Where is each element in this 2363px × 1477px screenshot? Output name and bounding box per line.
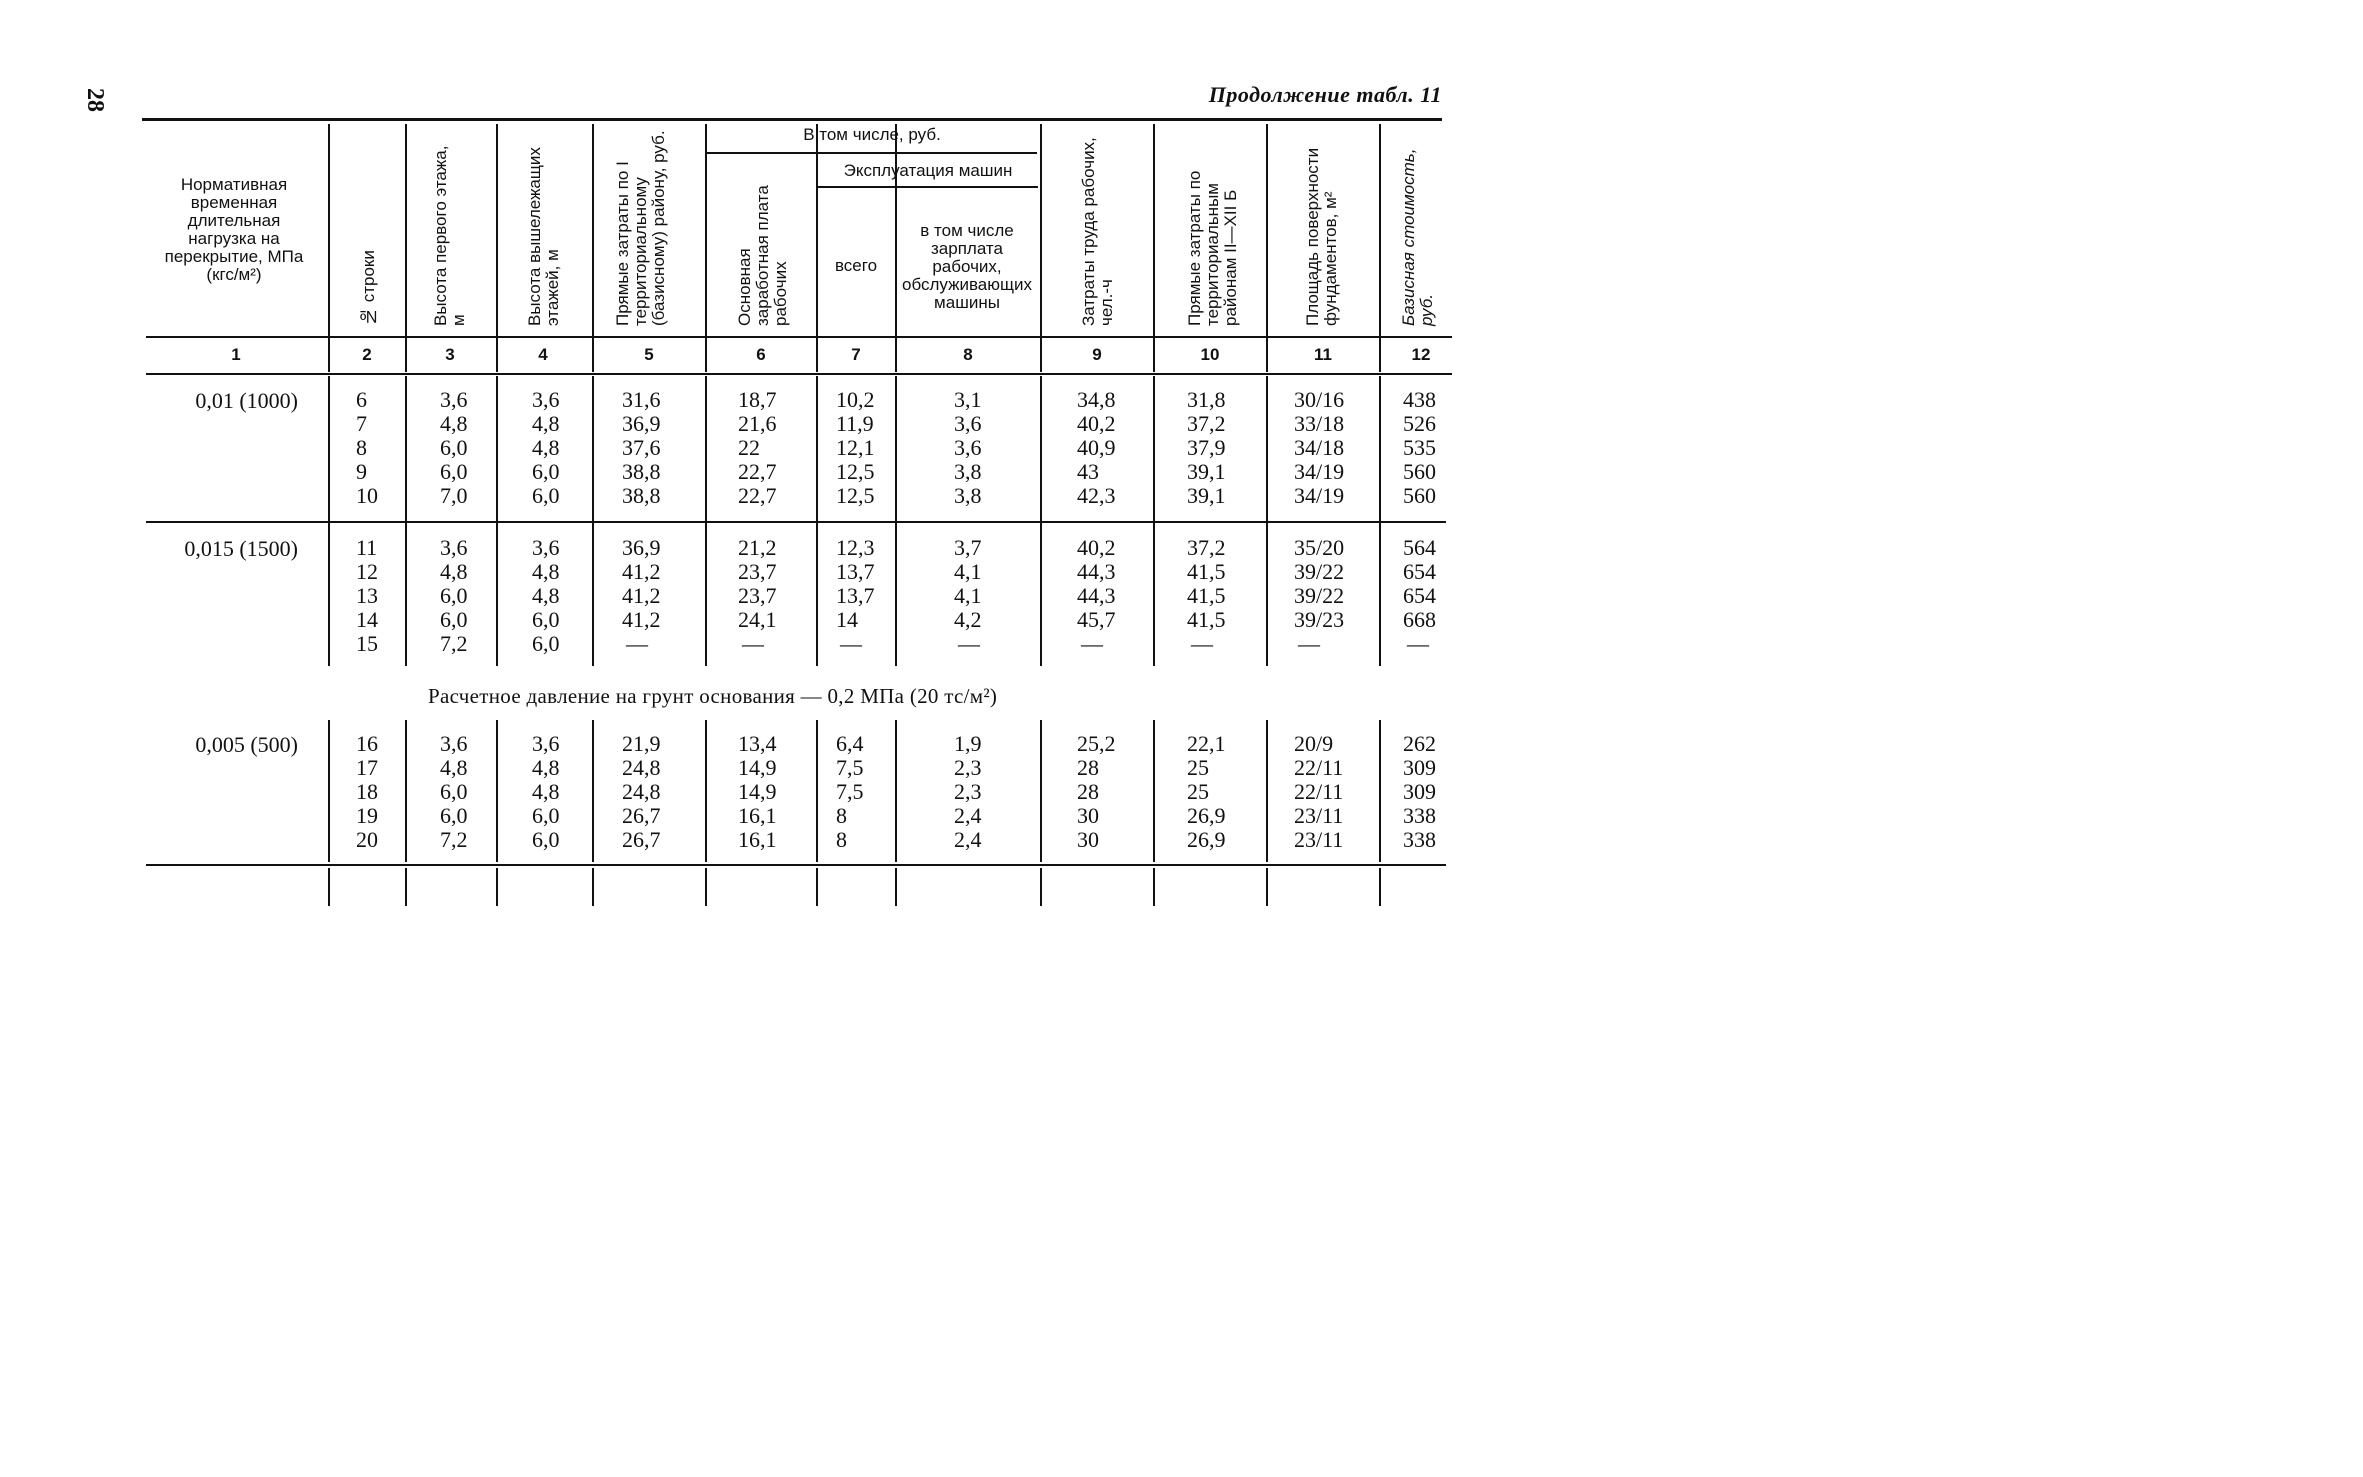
table-cell: 13,4 [738,731,777,756]
table-cell: 30 [1077,803,1099,828]
section-title: Расчетное давление на грунт основания — 0,2 МПа (20 тс/м²) [428,684,998,708]
table-cell: 3,8 [954,483,982,508]
table-cell: 37,2 [1187,535,1226,560]
header-first-floor-height: Высота первого этажа, м [431,145,468,326]
row-number-cell: 11 [356,535,378,560]
table-cell: 2,4 [954,803,982,828]
column-number: 9 [1092,345,1102,364]
load-label: 0,005 (500) [195,732,298,757]
table-cell: 2,3 [954,755,982,780]
table-cell: 16,1 [738,803,777,828]
row-number-cell: 20 [356,827,378,852]
table-cell: 6,0 [532,827,560,852]
table-cell: 564 [1403,535,1436,560]
column-rule [895,376,897,666]
table-cell: 4,1 [954,583,982,608]
column-rule [705,376,707,666]
table-cell: 41,5 [1187,559,1226,584]
column-number: 8 [963,345,973,364]
table-cell: 21,6 [738,411,777,436]
table-cell: 7,0 [440,483,468,508]
column-number: 4 [538,345,548,364]
column-rule [496,720,498,862]
column-number: 2 [362,345,372,364]
row-number-cell: 13 [356,583,378,608]
table-cell: 438 [1403,387,1436,412]
table-cell: — [626,631,648,656]
table-cell: 42,3 [1077,483,1116,508]
rule-header-bottom [146,336,1452,338]
table-cell: 3,6 [532,731,560,756]
column-rule [405,868,407,906]
header-direct-costs-regions: Прямые затраты по территориальным районам II—XII Б [1185,170,1240,326]
table-cell: 21,2 [738,535,777,560]
table-cell: 40,9 [1077,435,1116,460]
table-cell: 654 [1403,559,1436,584]
row-number-cell: 12 [356,559,378,584]
column-rule [405,376,407,666]
table-cell: 8 [836,827,847,852]
row-number-cell: 17 [356,755,378,780]
table-cell: 4,2 [954,607,982,632]
table-cell: 338 [1403,803,1436,828]
column-rule [592,124,594,336]
table-cell: 30/16 [1294,387,1345,412]
table-cell: 20/9 [1294,731,1334,756]
row-number-cell: 14 [356,607,378,632]
column-rule [1266,720,1268,862]
table-cell: 10,2 [836,387,875,412]
column-rule [328,720,330,862]
table-cell: 23/11 [1294,803,1344,828]
table-cell: 8 [836,803,847,828]
table-cell: 13,7 [836,559,875,584]
rule-machines-sub [818,186,1038,188]
column-rule [496,868,498,906]
table-cell: 6,0 [440,607,468,632]
header-base-cost: Базисная стоимость, руб. [1399,148,1436,326]
column-number: 11 [1314,345,1332,364]
table-cell: 3,7 [954,535,982,560]
table-cell: 26,7 [622,827,661,852]
row-number-cell: 6 [356,387,367,412]
table-cell: 3,8 [954,459,982,484]
column-rule [1040,720,1042,862]
row-number-cell: 18 [356,779,378,804]
table-cell: 35/20 [1294,535,1345,560]
table-cell: 6,4 [836,731,864,756]
table-cell: 21,9 [622,731,661,756]
page-number: 28 [82,88,108,112]
load-label: 0,01 (1000) [195,388,298,413]
column-number: 12 [1411,345,1431,364]
table-cell: 6,0 [440,803,468,828]
column-rule [405,720,407,862]
table-cell: 654 [1403,583,1436,608]
table-cell: 25,2 [1077,731,1116,756]
column-rule [1379,124,1381,336]
header-labor-costs: Затраты труда рабочих, чел.-ч [1079,137,1116,326]
table-cell: 4,8 [532,435,560,460]
column-rule [592,376,594,666]
table-cell: 535 [1403,435,1436,460]
table-cell: 23,7 [738,583,777,608]
table-cell: 11,9 [836,411,874,436]
column-rule [328,376,330,666]
rule-group-sub [707,152,1037,154]
table-cell: 6,0 [532,803,560,828]
table-cell: 4,8 [440,755,468,780]
table-cell: — [742,631,764,656]
table-cell: 4,8 [532,779,560,804]
column-rule [1379,376,1381,666]
column-rule [705,868,707,906]
column-rule [1266,124,1268,336]
table-cell: — [1407,631,1429,656]
table-cell: 560 [1403,483,1436,508]
table-cell: 22,7 [738,459,777,484]
table-cell: 309 [1403,779,1436,804]
table-cell: 4,8 [532,559,560,584]
table-cell: 6,0 [440,459,468,484]
column-rule [1379,720,1381,862]
table-cell: 4,8 [532,583,560,608]
table-cell: 6,0 [532,459,560,484]
table-cell: 7,2 [440,827,468,852]
column-rule [1153,376,1155,666]
table-cell: 3,6 [532,387,560,412]
column-rule [1040,376,1042,666]
header-foundation-area: Площадь поверхности фундаментов, м² [1303,147,1340,326]
table-cell: 3,6 [440,535,468,560]
rule-top [142,118,1442,121]
column-rule [1266,868,1268,906]
column-rule [328,868,330,906]
table-cell: 34/19 [1294,459,1345,484]
column-rule [816,868,818,906]
table-cell: 6,0 [532,483,560,508]
table-cell: — [1191,631,1213,656]
table-cell: 33/18 [1294,411,1345,436]
row-number-cell: 9 [356,459,367,484]
table-cell: 40,2 [1077,535,1116,560]
column-number: 7 [851,345,861,364]
table-cell: 23/11 [1294,827,1344,852]
table-cell: 262 [1403,731,1436,756]
rule-group1-bottom [146,521,1446,523]
row-number-cell: 19 [356,803,378,828]
table-cell: 25 [1187,779,1209,804]
column-rule [1153,720,1155,862]
row-number-cell: 8 [356,435,367,460]
table-cell: 4,8 [440,559,468,584]
column-rule [705,720,707,862]
table-cell: 44,3 [1077,583,1116,608]
table-cell: 14,9 [738,779,777,804]
header-direct-costs-base: Прямые затраты по I территориальному (базисному) району, руб. [613,130,668,326]
table-cell: 3,6 [954,435,982,460]
table-cell: 2,3 [954,779,982,804]
table-cell: 44,3 [1077,559,1116,584]
table-cell: 26,9 [1187,803,1226,828]
table-cell: 41,5 [1187,583,1226,608]
table-cell: 22/11 [1294,779,1344,804]
header-base-wage: Основная заработная плата рабочих [735,185,790,326]
table-cell: 14 [836,607,858,632]
row-number-cell: 7 [356,411,367,436]
table-cell: 3,1 [954,387,982,412]
header-load: Нормативная временная длительная нагрузка на перекрытие, МПа (кгс/м²) [164,175,304,284]
table-cell: 24,8 [622,779,661,804]
table-cell: 26,9 [1187,827,1226,852]
table-caption: Продолжение табл. 11 [1208,82,1442,107]
table-cell: 14,9 [738,755,777,780]
column-number: 1 [231,345,241,364]
table-cell: 37,2 [1187,411,1226,436]
table-cell: — [1081,631,1103,656]
table-cell: 25 [1187,755,1209,780]
table-cell: — [1298,631,1320,656]
table-cell: 39/22 [1294,559,1345,584]
column-rule [328,124,330,336]
table-cell: — [958,631,980,656]
column-rule [1040,124,1042,336]
table-cell: 13,7 [836,583,875,608]
table-cell: 6,0 [532,607,560,632]
table-cell: 7,2 [440,631,468,656]
table-cell: 526 [1403,411,1436,436]
column-rule [592,720,594,862]
table-cell: 31,8 [1187,387,1226,412]
column-number: 10 [1200,345,1220,364]
header-row-number: № строки [359,250,378,326]
table-cell: 6,0 [440,583,468,608]
table-cell: 18,7 [738,387,777,412]
table-cell: 23,7 [738,559,777,584]
table-cell: 4,8 [532,755,560,780]
header-group-including: В том числе, руб. [803,125,941,144]
table-cell: 12,1 [836,435,875,460]
table-cell: 28 [1077,779,1099,804]
table-cell: 36,9 [622,535,661,560]
column-rule [816,376,818,666]
table-cell: 22 [738,435,760,460]
table-cell: 40,2 [1077,411,1116,436]
table-cell: 39/23 [1294,607,1345,632]
table-cell: 41,5 [1187,607,1226,632]
table-cell: 37,9 [1187,435,1226,460]
row-number-cell: 16 [356,731,378,756]
table-cell: 3,6 [440,387,468,412]
table-cell: 22,1 [1187,731,1226,756]
table-cell: 3,6 [532,535,560,560]
column-rule [1153,868,1155,906]
table-cell: 16,1 [738,827,777,852]
table-cell: 3,6 [440,731,468,756]
table-cell: 4,1 [954,559,982,584]
table-cell: 22,7 [738,483,777,508]
column-number: 6 [756,345,766,364]
table-cell: 4,8 [440,411,468,436]
column-rule [405,124,407,336]
header-machine-wages: в том числе зарплата рабочих, обслуживающих машины [901,221,1032,312]
table-cell: 34/19 [1294,483,1345,508]
table-cell: 3,6 [954,411,982,436]
table-cell: 6,0 [440,435,468,460]
table-cell: 12,3 [836,535,875,560]
table-cell: 12,5 [836,483,875,508]
table-cell: 24,1 [738,607,777,632]
table-cell: 37,6 [622,435,661,460]
table-cell: 45,7 [1077,607,1116,632]
table-cell: 1,9 [954,731,982,756]
table-cell: 668 [1403,607,1436,632]
table-cell: 24,8 [622,755,661,780]
column-rule [816,720,818,862]
column-rule [895,868,897,906]
table-cell: 34,8 [1077,387,1116,412]
column-rule [1040,868,1042,906]
table-cell: 12,5 [836,459,875,484]
table-cell: 6,0 [532,631,560,656]
table-cell: 39,1 [1187,483,1226,508]
table-cell: 39/22 [1294,583,1345,608]
table-cell: 7,5 [836,755,864,780]
row-number-cell: 15 [356,631,378,656]
column-number: 3 [445,345,455,364]
table-cell: 2,4 [954,827,982,852]
header-machines-total: всего [834,256,878,275]
column-number: 5 [644,345,654,364]
column-rule [1266,376,1268,666]
column-rule [1379,868,1381,906]
table-cell: 43 [1077,459,1099,484]
table-cell: 38,8 [622,459,661,484]
table-cell: 26,7 [622,803,661,828]
column-rule [496,376,498,666]
table-cell: 309 [1403,755,1436,780]
rule-group3-bottom [146,864,1446,866]
column-rule [496,124,498,336]
table-cell: — [840,631,862,656]
table-cell: 30 [1077,827,1099,852]
table-cell: 22/11 [1294,755,1344,780]
table-cell: 28 [1077,755,1099,780]
table-cell: 41,2 [622,583,661,608]
table-cell: 38,8 [622,483,661,508]
rule-colnum-bottom [146,373,1452,375]
table-cell: 338 [1403,827,1436,852]
column-rule [705,124,707,336]
table-cell: 31,6 [622,387,661,412]
load-label: 0,015 (1500) [184,536,298,561]
table-cell: 7,5 [836,779,864,804]
table-cell: 41,2 [622,607,661,632]
row-number-cell: 10 [356,483,378,508]
column-rule [1153,124,1155,336]
table-cell: 41,2 [622,559,661,584]
column-rule [592,868,594,906]
table-cell: 4,8 [532,411,560,436]
table-cell: 39,1 [1187,459,1226,484]
header-upper-floor-height: Высота вышележащих этажей, м [525,147,562,326]
table-cell: 6,0 [440,779,468,804]
table-cell: 36,9 [622,411,661,436]
table-cell: 560 [1403,459,1436,484]
table-cell: 34/18 [1294,435,1345,460]
header-machine-operation: Эксплуатация машин [843,161,1013,180]
column-rule [895,720,897,862]
